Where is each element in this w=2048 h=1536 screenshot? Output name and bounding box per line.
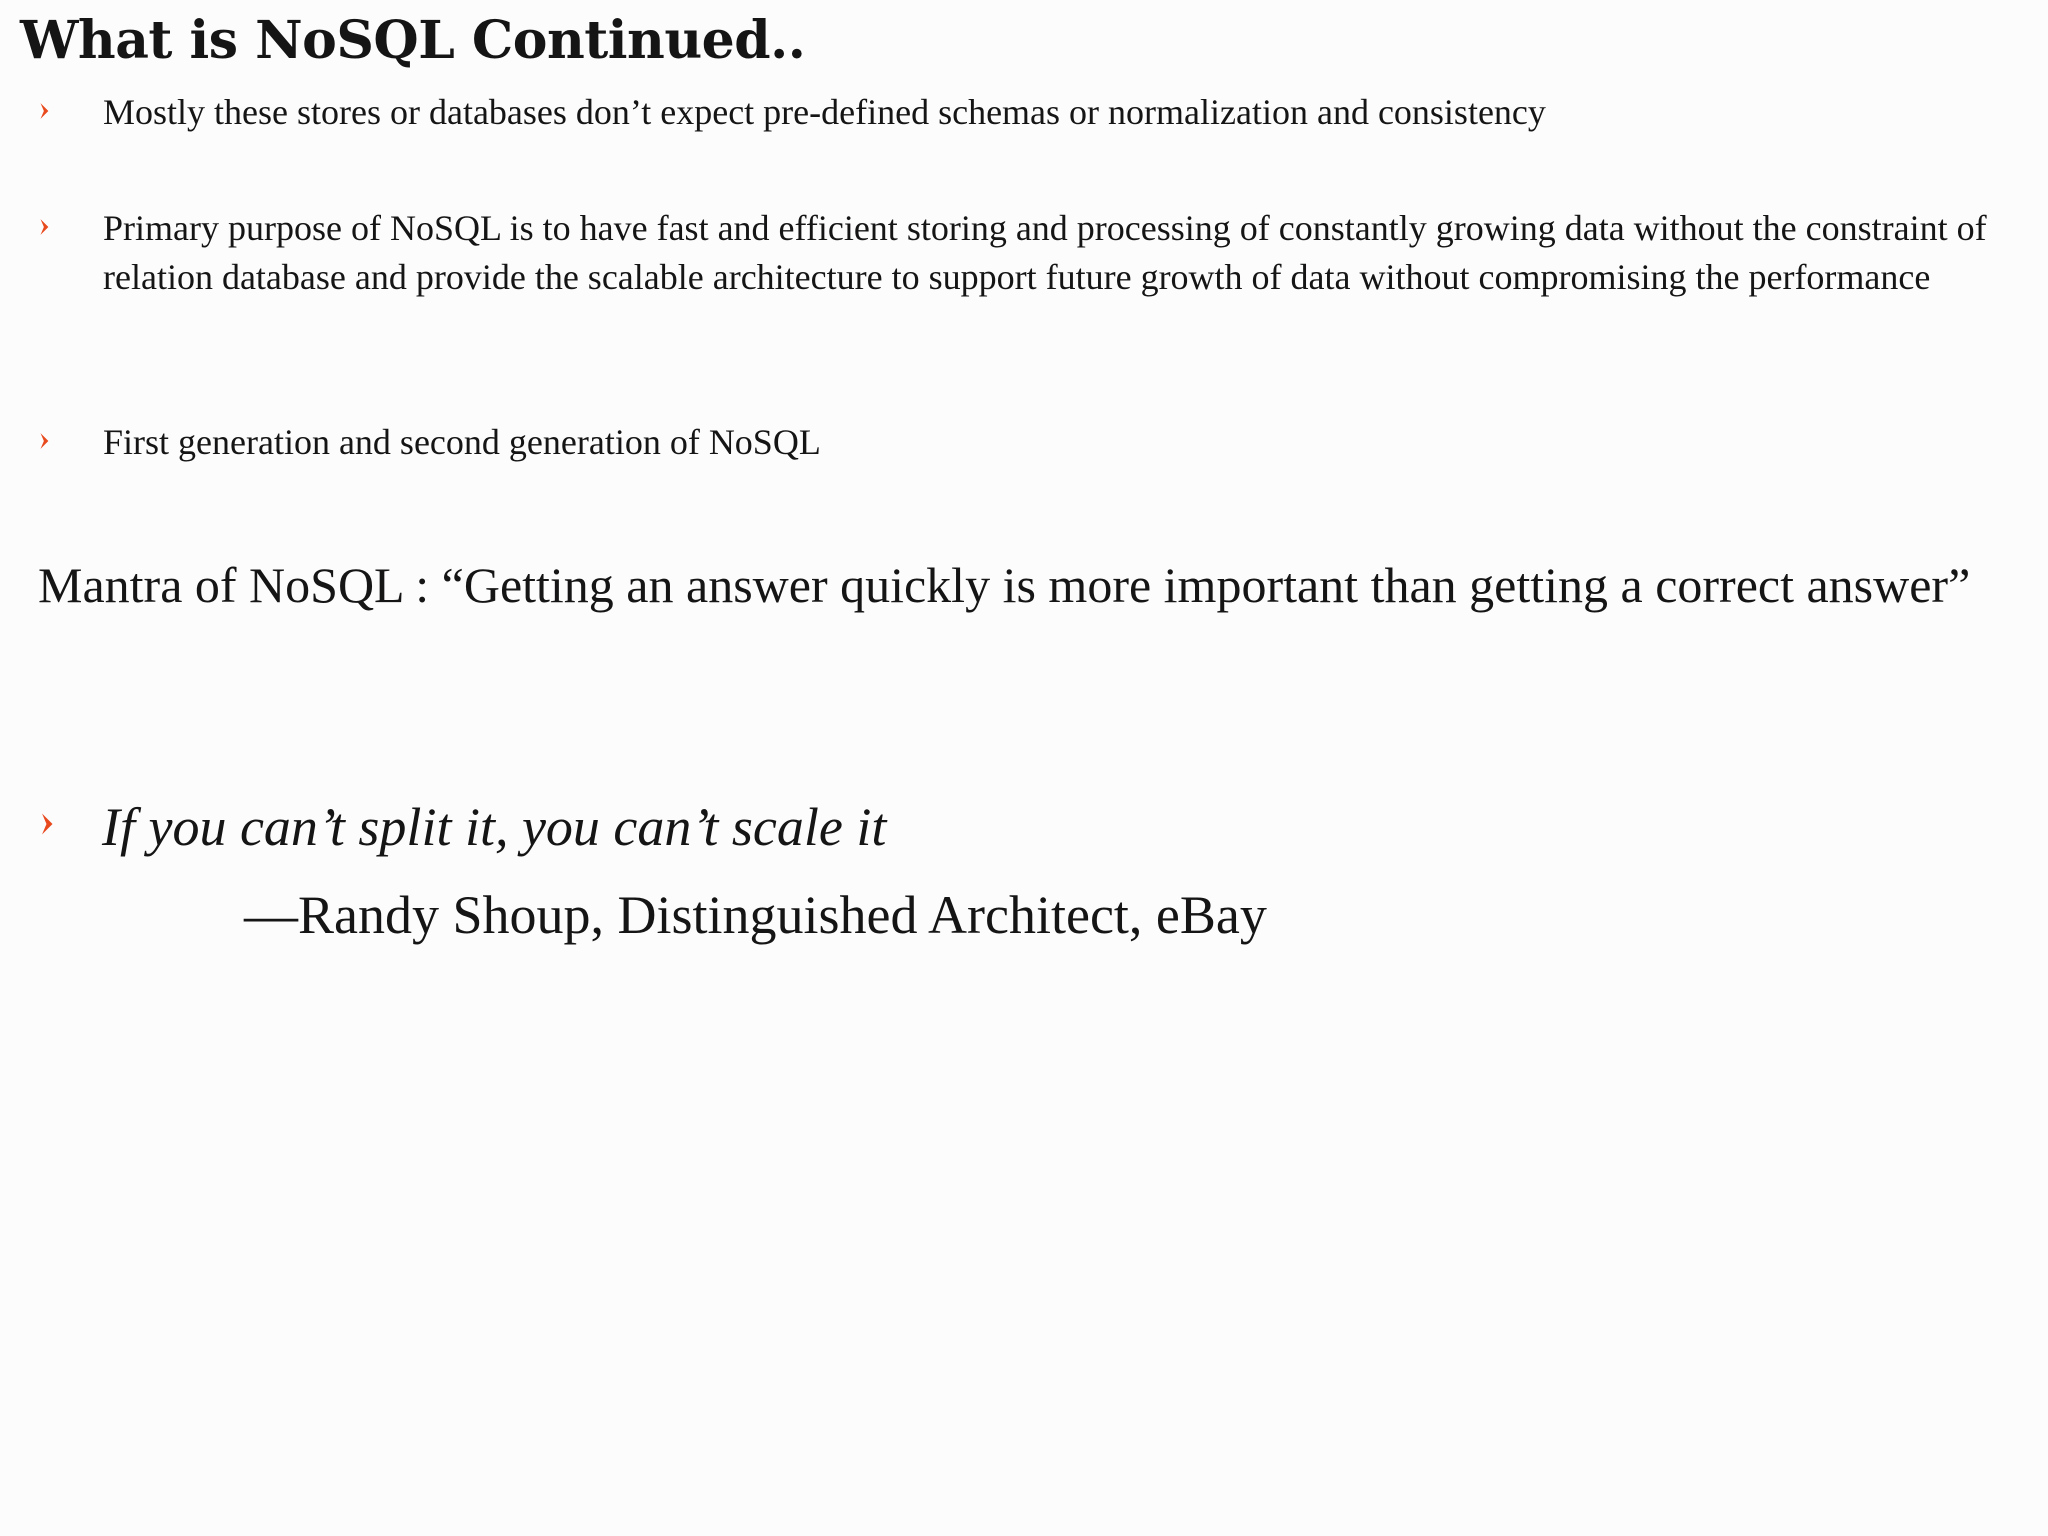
quote-text: If you can’t split it, you can’t scale it <box>102 797 887 857</box>
chevron-right-icon <box>36 102 54 120</box>
mantra-text: Mantra of NoSQL : “Getting an answer quickly is more important than getting a correct answer” <box>38 557 1971 613</box>
quote-attribution: —Randy Shoup, Distinguished Architect, eBay <box>244 885 1267 945</box>
chevron-right-icon <box>36 218 54 236</box>
slide-title: What is NoSQL Continued.. <box>20 10 806 71</box>
chevron-right-icon <box>36 812 60 836</box>
bullet-text: Mostly these stores or databases don’t expect pre-defined schemas or normalization and consistency <box>103 92 1546 132</box>
bullet-text: First generation and second generation of NoSQL <box>103 422 821 462</box>
bullet-text: Primary purpose of NoSQL is to have fast and efficient storing and processing of constantly growing data without the constraint of relation database and provide the scalable architecture to support future growth of data without compromising the performance <box>103 208 1987 297</box>
chevron-right-icon <box>36 432 54 450</box>
